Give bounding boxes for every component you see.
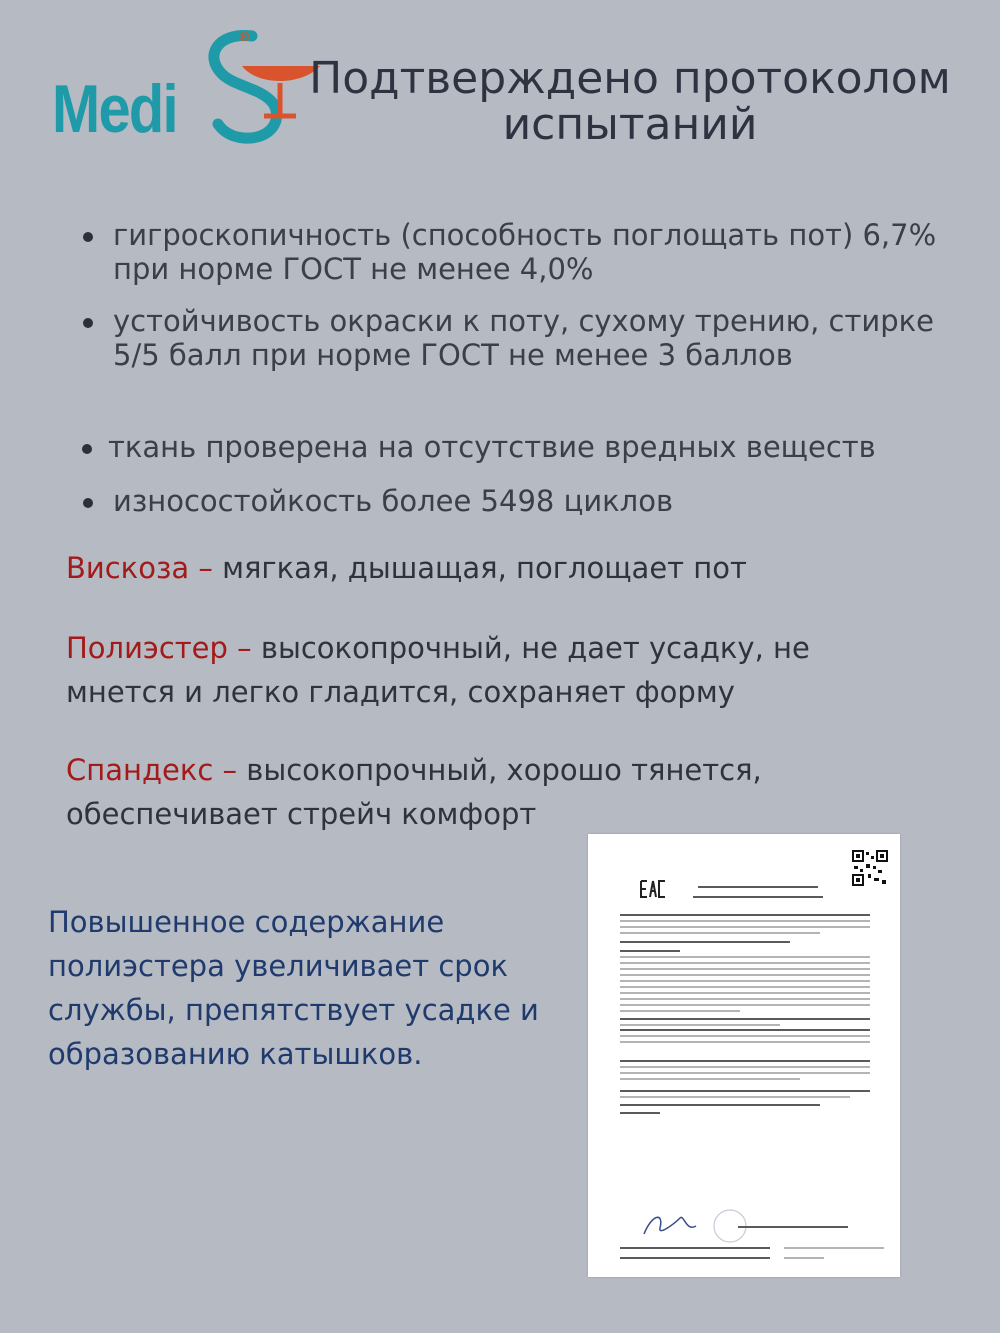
note-line: полиэстера увеличивает срок [48,949,508,983]
conformity-declaration-image [588,834,900,1277]
list-item [113,484,673,518]
note-line: службы, препятствует усадке и [48,993,539,1027]
list-item-line: ткань проверена на отсутствие вредных веществ [108,430,876,464]
brand-logo [52,28,272,153]
property-description: мнется и легко гладится, сохраняет форму [66,675,735,709]
list-item-line: устойчивость окраски к поту, сухому трению, стирке [113,304,934,338]
list-item-line: гигроскопичность (способность поглощать пот) 6,7% [113,218,937,252]
note-line: Повышенное содержание [48,905,445,939]
list-item-line: при норме ГОСТ не менее 4,0% [113,252,594,286]
qr-code-icon [852,850,888,886]
list-item [108,430,876,464]
signature-stamp-image [640,1204,760,1244]
property-description: мягкая, дышащая, поглощает пот [222,551,747,585]
property-name: Полиэстер – [66,631,261,665]
list-item [113,218,936,286]
eac-mark-icon [640,880,666,898]
registered-mark: ® [239,28,250,44]
property-name: Вискоза – [66,551,223,585]
logo-text: Medi [52,71,177,147]
property-name: Спандекс – [66,753,247,787]
title-line-1: Подтверждено протоколом [309,53,951,104]
dot-icon [83,318,93,328]
dot-icon [83,498,93,508]
property-description: обеспечивает стрейч комфорт [66,797,537,831]
list-item [113,304,934,372]
polyester-note [48,900,548,1076]
title-line-2: испытаний [502,99,758,150]
property-description: высокопрочный, не дает усадку, не [260,631,810,665]
page-title [300,53,960,150]
property-description: высокопрочный, хорошо тянется, [246,753,762,787]
property-viscose [66,546,926,590]
dot-icon [83,232,93,242]
list-item-line: износостойкость более 5498 циклов [113,484,674,518]
property-polyester [66,626,926,714]
list-item-line: 5/5 балл при норме ГОСТ не менее 3 баллов [113,338,793,372]
dot-icon [82,444,92,454]
property-spandex [66,748,926,836]
note-line: образованию катышков. [48,1037,423,1071]
